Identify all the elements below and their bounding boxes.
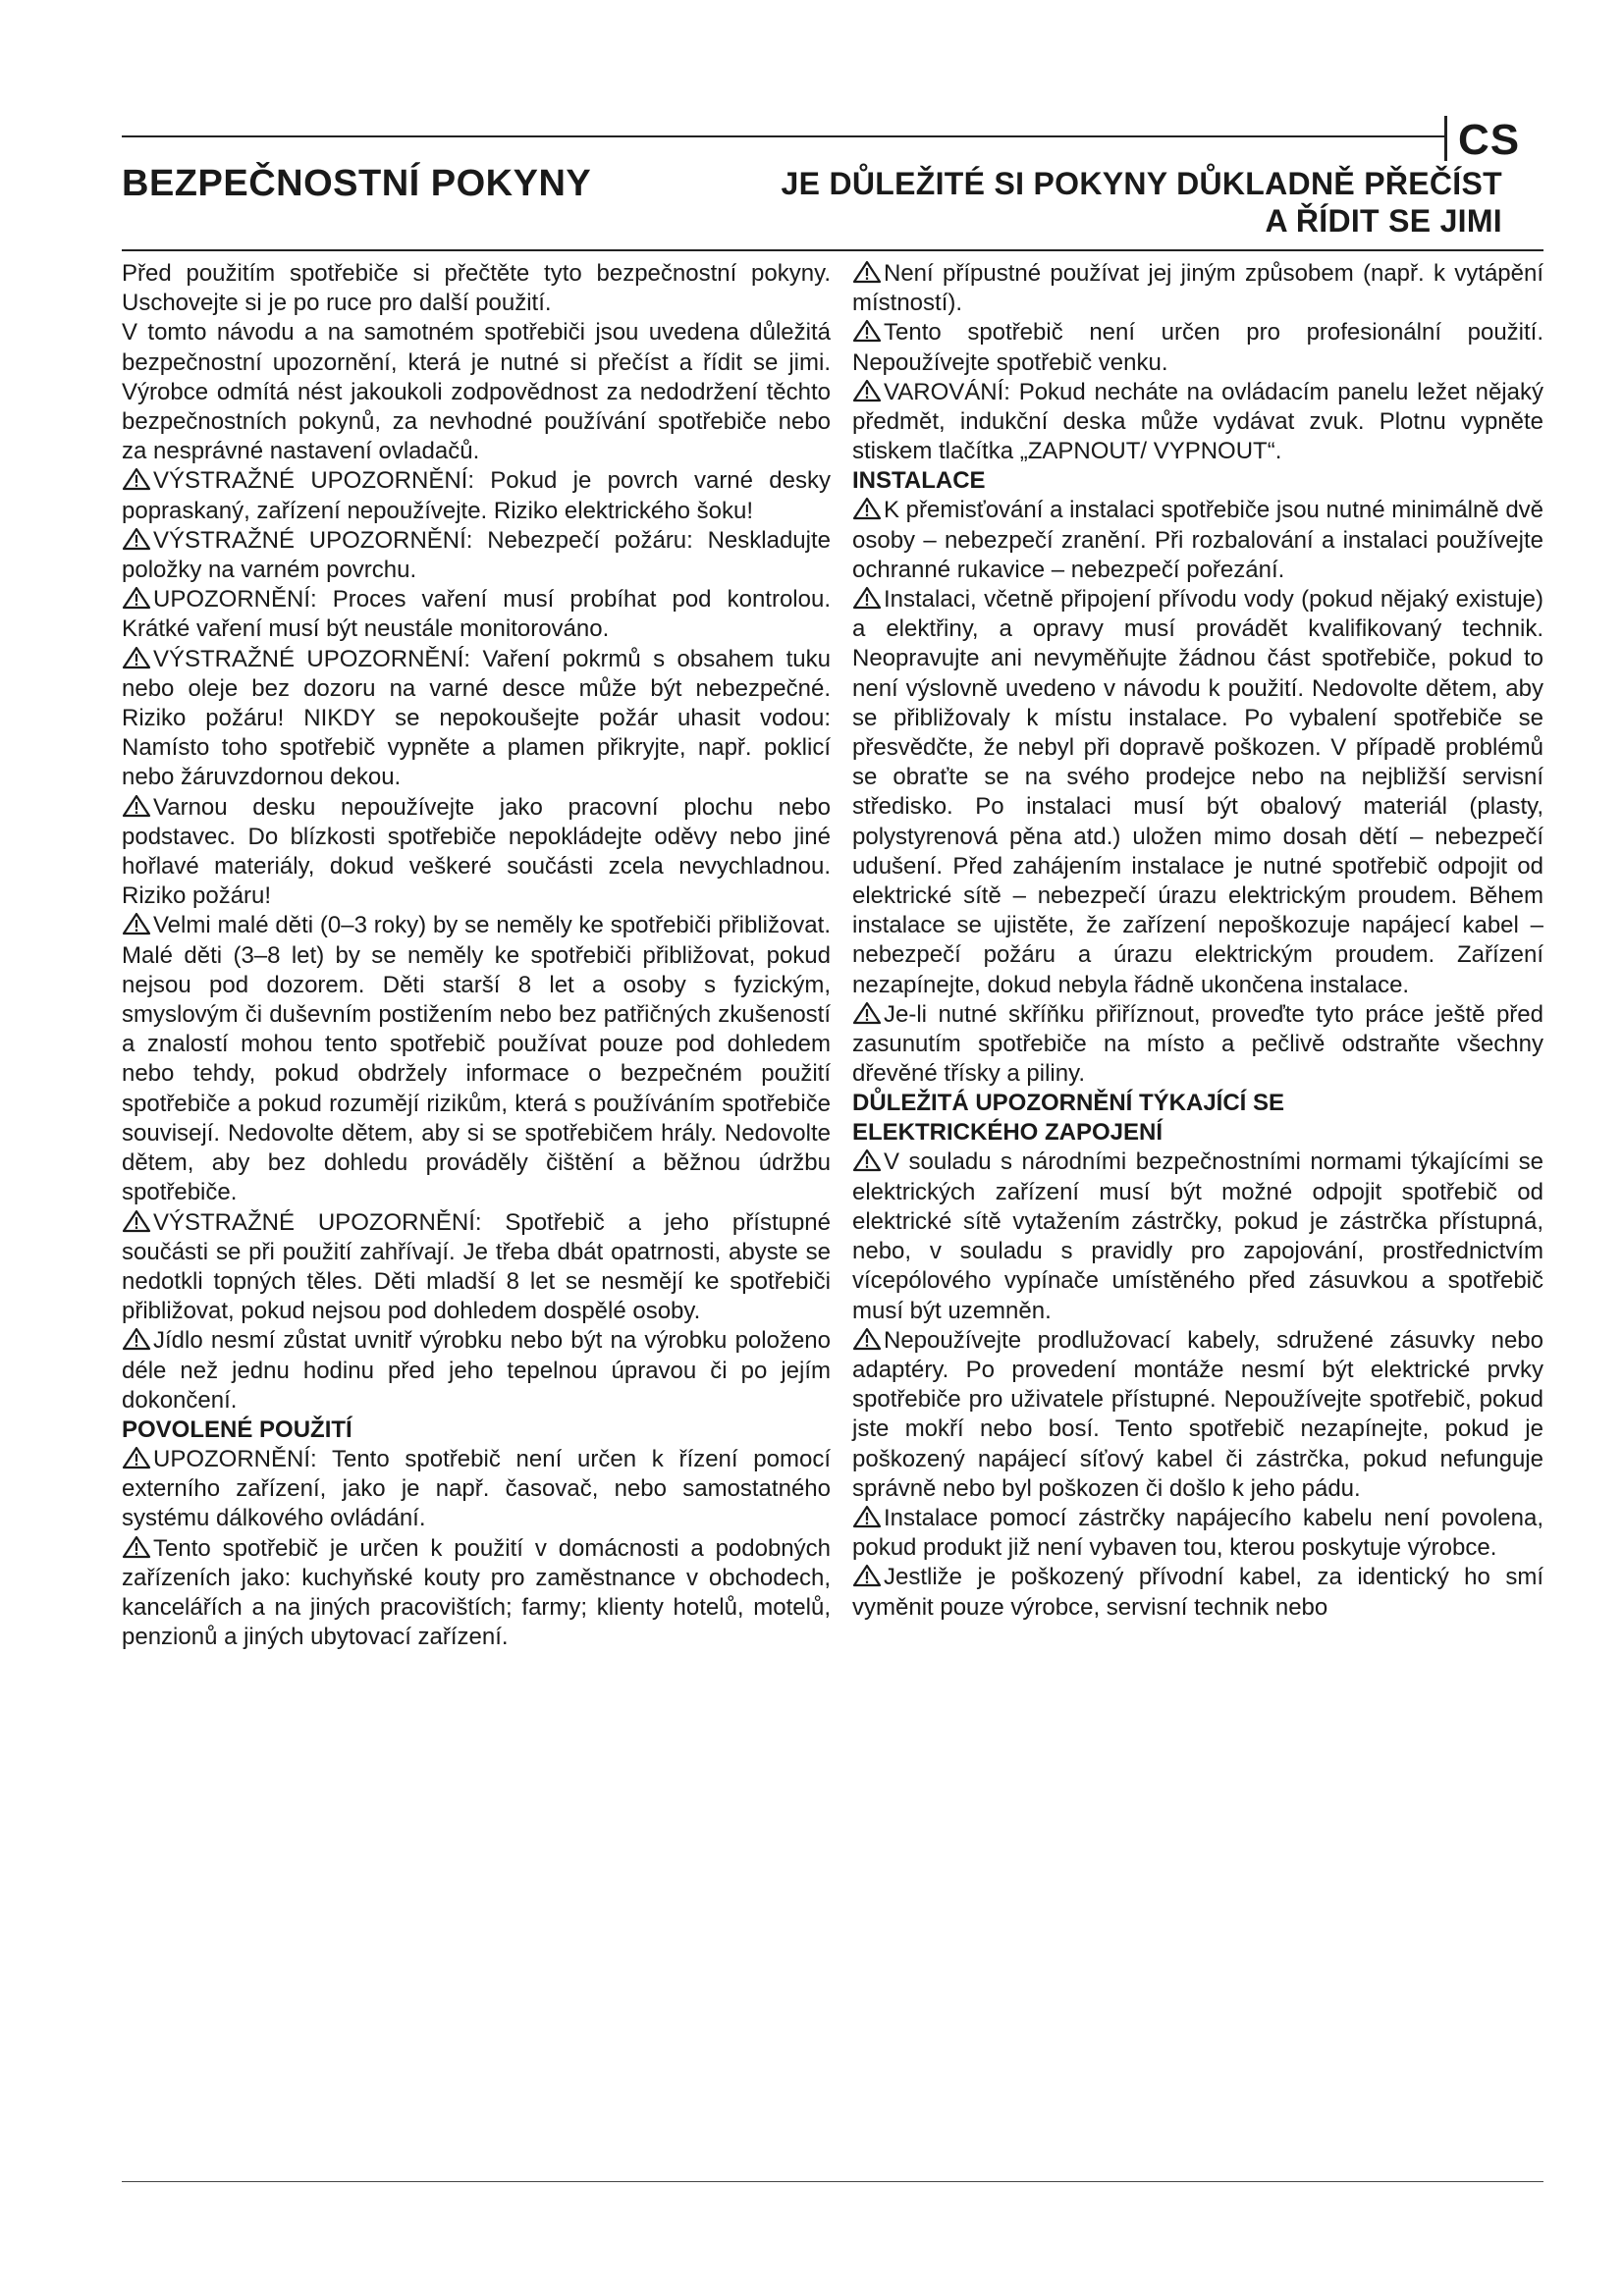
warning-paragraph: [852, 1504, 1543, 1563]
warning-icon: [122, 586, 151, 610]
warning-paragraph: [852, 1326, 1543, 1504]
warning-text: Není přípustné používat jej jiným způsobem (např. k vytápění místností).: [852, 260, 1543, 317]
language-code: CS: [1458, 116, 1521, 164]
warning-icon: [122, 467, 151, 491]
warning-text: Jestliže je poškozený přívodní kabel, za identický ho smí vyměnit pouze výrobce, servisní technik nebo: [852, 1564, 1543, 1621]
warning-icon: [122, 794, 151, 818]
warning-icon: [852, 319, 882, 343]
intro-paragraph-1: Před použitím spotřebiče si přečtěte tyto bezpečnostní pokyny. Uschovejte si je po ruce pro další použití.: [122, 260, 831, 317]
heading-line-2: ELEKTRICKÉHO ZAPOJENÍ: [852, 1119, 1164, 1147]
subtitle-line-2: A ŘÍDIT SE JIMI: [1265, 203, 1502, 239]
warning-icon: [852, 379, 882, 402]
warning-text: UPOZORNĚNÍ: Tento spotřebič není určen k řízení pomocí externího zařízení, jako je např. časovač, nebo samostatného systému dálkového ovládání.: [122, 1445, 831, 1532]
warning-paragraph: [852, 585, 1543, 1000]
page-title: BEZPEČNOSTNÍ POKYNY: [122, 163, 592, 204]
language-rule: [122, 135, 1445, 137]
intro-paragraph-2: V tomto návodu a na samotném spotřebiči jsou uvedena důležitá bezpečnostní upozornění, která je nutné si přečíst a řídit se jimi. Výrobce odmítá nést jakoukoli zodpovědnost za nedodržení těchto bezpečnostních pokynů, za nevhodné používání spotřebiče nebo za nesprávné nastavení ovladačů.: [122, 319, 831, 465]
warning-text: K přemisťování a instalaci spotřebiče jsou nutné minimálně dvě osoby – nebezpečí zranění. Při rozbalování a instalaci používejte ochranné rukavice – nebezpečí pořezání.: [852, 497, 1544, 583]
warning-text: VÝSTRAŽNÉ UPOZORNĚNÍ: Pokud je povrch varné desky popraskaný, zařízení nepoužívejte. Riziko elektrického šoku!: [122, 467, 831, 524]
warning-icon: [852, 260, 882, 284]
warning-icon: [122, 1535, 151, 1559]
warning-paragraph: [122, 585, 831, 644]
warning-icon: [852, 1564, 882, 1587]
warning-text: V souladu s národními bezpečnostními normami týkajícími se elektrických zařízení musí být možné odpojit spotřebič od elektrické sítě vytažením zástrčky, pokud je zástrčka přístupná, nebo, v souladu s pravidly pro zapojování, prostřednictvím vícepólového vypínače umístěného před zásuvkou a spotřebič musí být uzemněn.: [852, 1148, 1543, 1324]
warning-icon: [852, 1148, 882, 1172]
warning-icon: [852, 1505, 882, 1528]
warning-paragraph: [122, 793, 831, 912]
warning-icon: [122, 1209, 151, 1233]
warning-text: Tento spotřebič je určen k použití v domácnosti a podobných zařízeních jako: kuchyňské kouty pro zaměstnance v obchodech, kancelářích a na jiných pracovištích; farmy; klienty hotelů, motelů, penzionů a jiných ubytovací zařízení.: [122, 1534, 831, 1651]
warning-paragraph: [122, 526, 831, 585]
warning-paragraph: [122, 1534, 831, 1653]
warning-icon: [122, 1446, 151, 1469]
warning-paragraph: [122, 466, 831, 525]
warning-paragraph: [122, 1208, 831, 1327]
warning-icon: [852, 497, 882, 520]
warning-text: VÝSTRAŽNÉ UPOZORNĚNÍ: Vaření pokrmů s obsahem tuku nebo oleje bez dozoru na varné desce může být nebezpečné. Riziko požáru! NIKDY se nepokoušejte požár uhasit vodou: Namísto toho spotřebič vypněte a plamen přikryjte, např. poklicí nebo žáruvzdornou dekou.: [122, 645, 831, 791]
subtitle-line-1: JE DŮLEŽITÉ SI POKYNY DŮKLADNĚ PŘEČÍST: [781, 166, 1502, 201]
warning-text: Velmi malé děti (0–3 roky) by se neměly ke spotřebiči přibližovat. Malé děti (3–8 let) by se neměly ke spotřebiči přibližovat, pokud nejsou pod dozorem. Děti starší 8 let a osoby s fyzickým, smyslovým či duševním postižením nebo bez patřičných zkušeností a znalostí mohou tento spotřebič používat pouze pod dohledem nebo tehdy, pokud obdržely informace o bezpečném použití spotřebiče a pokud rozumějí rizikům, která s používáním spotřebiče souvisejí. Nedovolte dětem, aby si se spotřebičem hrály. Nedovolte dětem, aby bez dohledu prováděly čištění a běžnou údržbu spotřebiče.: [122, 912, 831, 1206]
warning-text: VÝSTRAŽNÉ UPOZORNĚNÍ: Spotřebič a jeho přístupné součásti se při použití zahřívají. Je třeba dbát opatrnosti, abyste se nedotkli topných těles. Děti mladší 8 let se nesmějí ke spotřebiči přibližovat, pokud nejsou pod dohledem dospělé osoby.: [122, 1208, 831, 1325]
warning-text: Jídlo nesmí zůstat uvnitř výrobku nebo být na výrobku položeno déle než jednu hodinu před jeho tepelnou úpravou či po jejím dokončení.: [122, 1327, 831, 1414]
warning-text: Varnou desku nepoužívejte jako pracovní plochu nebo podstavec. Do blízkosti spotřebiče nepokládejte oděvy nebo jiné hořlavé materiály, dokud veškeré součásti zcela nevychladnou. Riziko požáru!: [122, 793, 831, 910]
language-tick: [1444, 116, 1447, 161]
warning-paragraph: [122, 911, 831, 1207]
warning-text: Instalace pomocí zástrčky napájecího kabelu není povolena, pokud produkt již není vybaven tou, kterou poskytuje výrobce.: [852, 1504, 1543, 1562]
warning-text: VÝSTRAŽNÉ UPOZORNĚNÍ: Nebezpečí požáru: Neskladujte položky na varném povrchu.: [122, 526, 831, 584]
section-heading-electrical: [852, 1089, 1543, 1148]
warning-paragraph: [852, 1563, 1543, 1622]
warning-text: VAROVÁNÍ: Pokud necháte na ovládacím panelu ležet nějaký předmět, indukční deska může vydávat zvuk. Plotnu vypněte stiskem tlačítka „ZAPNOUT/ VYPNOUT“.: [852, 378, 1543, 465]
warning-text: Je-li nutné skříňku přiříznout, proveďte tyto práce ještě před zasunutím spotřebiče na místo a pečlivě odstraňte všechny dřevěné třísky a piliny.: [852, 1000, 1543, 1088]
warning-paragraph: [852, 1000, 1543, 1090]
footer-rule: [122, 2181, 1543, 2182]
right-column: [852, 259, 1543, 1623]
warning-text: Instalaci, včetně připojení přívodu vody (pokud nějaký existuje) a elektřiny, a opravy musí provádět kvalifikovaný technik. Neopravujte ani nevyměňujte žádnou část spotřebiče, pokud to není výslovně uvedeno v návodu k použití. Nedovolte dětem, aby se přibližovaly k místu instalace. Po vybalení spotřebiče se přesvědčte, že nebyl při dopravě poškozen. V případě problémů se obraťte se na svého prodejce nebo na nejbližší servisní středisko. Po instalaci musí být obalový materiál (plasty, polystyrenová pěna atd.) uložen mimo dosah dětí – nebezpečí udušení. Před zahájením instalace je nutné spotřebič odpojit od elektrické sítě – nebezpečí úrazu elektrickým proudem. Během instalace se ujistěte, že zařízení nepoškozuje napájecí kabel – nebezpečí požáru a úrazu elektrickým proudem. Zařízení nezapínejte, dokud nebyla řádně ukončena instalace.: [852, 586, 1543, 998]
warning-paragraph: [852, 318, 1543, 377]
section-heading-permitted-use: POVOLENÉ POUŽITÍ: [122, 1415, 352, 1443]
left-column: [122, 259, 831, 1652]
warning-text: Tento spotřebič není určen pro profesionální použití. Nepoužívejte spotřebič venku.: [852, 319, 1543, 376]
warning-text: Nepoužívejte prodlužovací kabely, sdružené zásuvky nebo adaptéry. Po provedení montáže nesmí být elektrické prvky spotřebiče pro uživatele přístupné. Nepoužívejte spotřebič, pokud jste mokří nebo bosí. Tento spotřebič nezapínejte, pokud je poškozený napájecí síťový kabel či zástrčka, pokud nefunguje správně nebo byl poškozen či došlo k jeho pádu.: [852, 1326, 1543, 1502]
warning-icon: [122, 1327, 151, 1351]
header-rule: [122, 249, 1543, 251]
warning-paragraph: [852, 496, 1543, 585]
warning-paragraph: [122, 645, 831, 793]
heading-line-1: DŮLEŽITÁ UPOZORNĚNÍ TÝKAJÍCÍ SE: [852, 1090, 1285, 1117]
warning-paragraph: [852, 1148, 1543, 1325]
warning-paragraph: [122, 1326, 831, 1415]
warning-paragraph: [852, 259, 1543, 318]
warning-icon: [122, 527, 151, 551]
warning-paragraph: [122, 1445, 831, 1534]
page-subtitle: [756, 165, 1502, 240]
warning-icon: [852, 1001, 882, 1025]
warning-text: UPOZORNĚNÍ: Proces vaření musí probíhat pod kontrolou. Krátké vaření musí být neustále monitorováno.: [122, 586, 831, 643]
warning-icon: [852, 586, 882, 610]
warning-icon: [122, 646, 151, 669]
warning-icon: [122, 912, 151, 935]
warning-icon: [852, 1327, 882, 1351]
section-heading-installation: INSTALACE: [852, 467, 986, 495]
warning-paragraph: [852, 378, 1543, 467]
